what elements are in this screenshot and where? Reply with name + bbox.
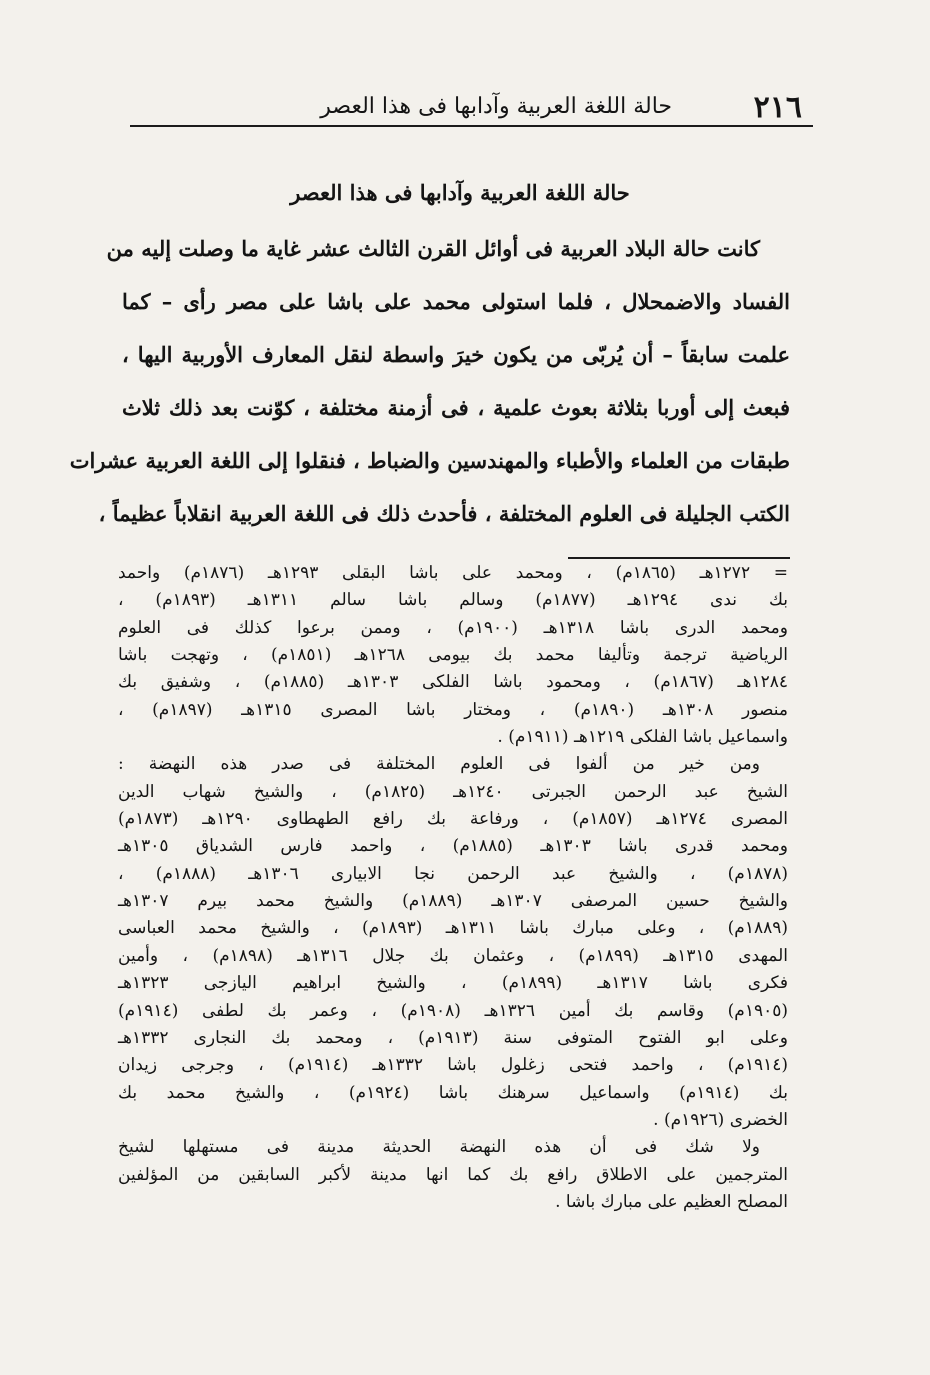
footnote-line: والشيخ حسين المرصفى ١٣٠٧هـ (١٨٨٩م) والشيخ محمد بيرم ١٣٠٧هـ: [118, 891, 788, 912]
footnote-rule: [568, 557, 790, 559]
header-rule: [130, 125, 813, 127]
body-line: فبعث إلى أوربا بثلاثة بعوث علمية ، فى أزمنة مختلفة ، كوّنت بعد ذلك ثلاث: [122, 395, 790, 420]
footnote-line: بك ندى ١٢٩٤هـ (١٨٧٧م) وسالم باشا سالم ١٣١١هـ (١٨٩٣م) ،: [118, 590, 789, 611]
footnote-line: ولا شك فى أن هذه النهضة الحديثة مدينة فى مستهلها لشيخ: [118, 1137, 760, 1158]
body-line: علمت سابقاً – أن يُربّى من يكون خيرَ واسطة لنقل المعارف الأوربية اليها ،: [122, 342, 790, 367]
body-paragraph: [69, 222, 790, 540]
footnote-line: الرياضية ترجمة وتأليفا محمد بك بيومى ١٢٦٨هـ (١٨٥١م) ، وتهجت باشا: [118, 645, 788, 666]
footnote-line: وعلى ابو الفتوح المتوفى سنة (١٩١٣م) ، ومحمد بك النجارى ١٣٣٢هـ: [118, 1027, 788, 1048]
footnote-line: المهدى ١٣١٥هـ (١٨٩٩م) ، وعثمان بك جلال ١٣١٦هـ (١٨٩٨م) ، وأمين: [118, 945, 789, 966]
footnote-line: الشيخ عبد الرحمن الجبرتى ١٢٤٠هـ (١٨٢٥م) ، والشيخ شهاب الدين: [118, 781, 789, 802]
footnotes: [118, 560, 788, 1216]
body-line: كانت حالة البلاد العربية فى أوائل القرن الثالث عشر غاية ما وصلت إليه من: [106, 236, 760, 261]
running-title: حالة اللغة العربية وآدابها فى هذا العصر: [320, 94, 672, 119]
footnote-line: (١٩١٤م) ، واحمد فتحى زغلول باشا ١٣٣٢هـ (١٩١٤م) ، وجرجى زيدان: [118, 1055, 788, 1076]
footnote-line: منصور ١٣٠٨هـ (١٨٩٠م) ، ومختار باشا المصرى ١٣١٥هـ (١٨٩٧م) ،: [118, 699, 788, 720]
footnote-line: الخضرى (١٩٢٦م) .: [653, 1109, 788, 1130]
body-line: الكتب الجليلة فى العلوم المختلفة ، فأحدث ذلك فى اللغة العربية انقلاباً عظيماً ،: [98, 501, 790, 526]
footnote-line: (١٨٨٩م) ، وعلى مبارك باشا ١٣١١هـ (١٨٩٣م) ، والشيخ محمد العباسى: [118, 918, 788, 939]
footnote-line: بك (١٩١٤م) واسماعيل سرهنك باشا (١٩٢٤م) ، والشيخ محمد بك: [118, 1082, 788, 1103]
footnote-line: ١٢٨٤هـ (١٨٦٧م) ، ومحمود باشا الفلكى ١٣٠٣هـ (١٨٨٥م) ، وشفيق بك: [118, 672, 789, 693]
footnote-line: (١٨٧٨م) ، والشيخ عبد الرحمن نجا الابيارى ١٣٠٦هـ (١٨٨٨م) ،: [118, 863, 788, 884]
running-head: [130, 84, 810, 124]
footnote-line: ومحمد قدرى باشا ١٣٠٣هـ (١٨٨٥م) ، واحمد فارس الشدياق ١٣٠٥هـ: [118, 836, 789, 857]
footnote-line: ومحمد الدرى باشا ١٣١٨هـ (١٩٠٠م) ، وممن برعوا كذلك فى العلوم: [118, 617, 788, 638]
footnote-line: المصرى ١٢٧٤هـ (١٨٥٧م) ، ورفاعة بك رافع الطهطاوى ١٢٩٠هـ (١٨٧٣م): [118, 809, 788, 830]
footnote-line: = ١٢٧٢هـ (١٨٦٥م) ، ومحمد على باشا البقلى ١٢٩٣هـ (١٨٧٦م) واحمد: [118, 563, 788, 583]
footnote-line: (١٩٠٥م) وقاسم بك أمين ١٣٢٦هـ (١٩٠٨م) ، وعمر بك لطفى (١٩١٤م): [118, 1000, 789, 1021]
footnote-line: ومن خير من ألفوا فى العلوم المختلفة فى صدر هذه النهضة :: [118, 754, 760, 775]
section-title: حالة اللغة العربية وآدابها فى هذا العصر: [290, 180, 630, 205]
footnote-line: واسماعيل باشا الفلكى ١٢١٩هـ (١٩١١م) .: [497, 727, 788, 748]
footnote-line: المصلح العظيم على مبارك باشا .: [555, 1191, 788, 1212]
page-number: ٢١٦: [753, 90, 802, 125]
body-line: الفساد والاضمحلال ، فلما استولى محمد على باشا على مصر رأى – كما: [122, 289, 790, 314]
footnote-line: المترجمين على الاطلاق رافع بك كما انها مدينة لأكبر السابقين من المؤلفين: [118, 1164, 788, 1185]
footnote-line: فكرى باشا ١٣١٧هـ (١٨٩٩م) ، والشيخ ابراهيم اليازجى ١٣٢٣هـ: [118, 973, 788, 994]
body-line: طبقات من العلماء والأطباء والمهندسين والضباط ، فنقلوا إلى اللغة العربية عشرات: [69, 448, 790, 473]
